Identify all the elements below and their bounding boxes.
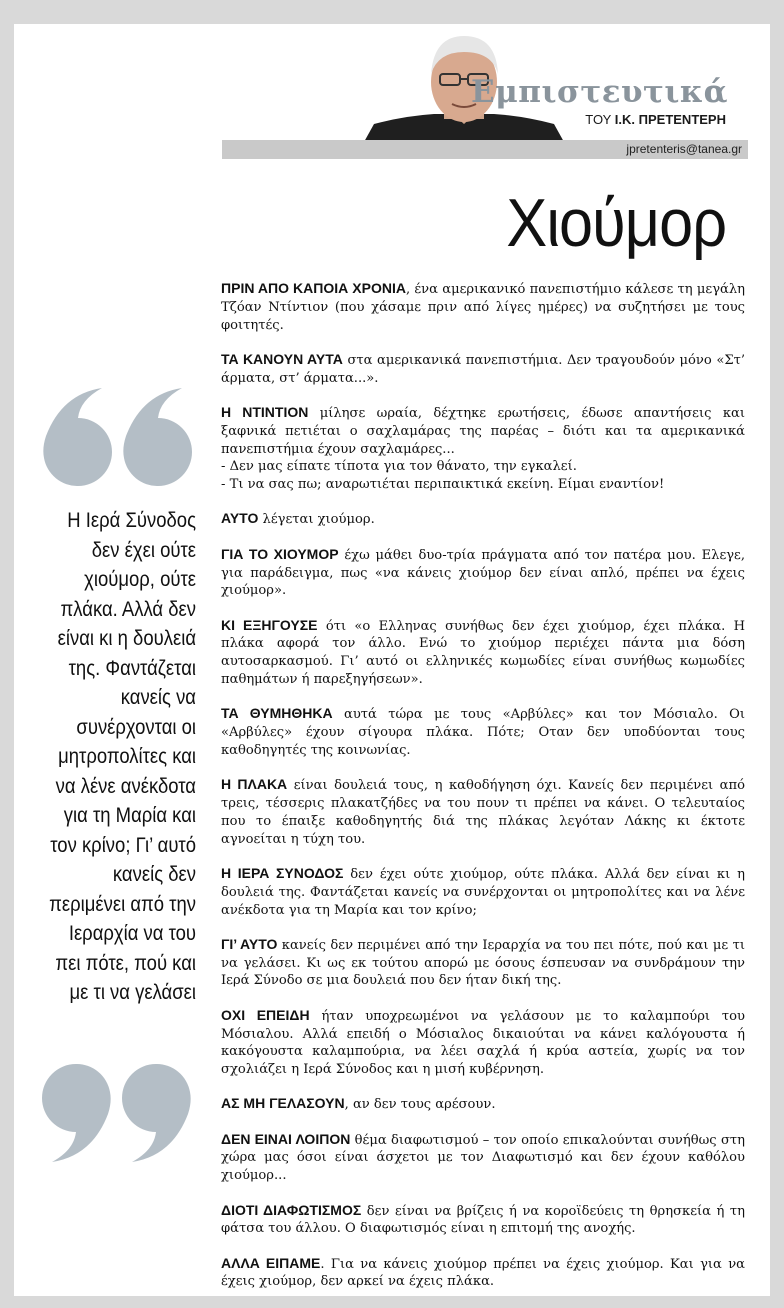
headline: Χιούμορ [506, 185, 726, 261]
open-quote-icon [42, 386, 192, 486]
author-email: jpretenteris@tanea.gr [626, 142, 742, 156]
close-quote-icon [42, 1064, 192, 1164]
paragraph-text: δεν έχει ούτε χιούμορ, ούτε πλάκα. Αλλά δεν είναι κι η δουλειά της. Φαντάζεται κανείς να συνέρχονται οι μητροπολίτες και να λένε ανέκδοτα για τη Μαρία και τον κρίνο; [221, 866, 746, 918]
paragraph-lead: ΟΧΙ ΕΠΕΙΔΗ [221, 1006, 310, 1023]
article-paragraph [221, 546, 745, 600]
paragraph-lead: Η ΙΕΡΑ ΣΥΝΟΔΟΣ [221, 864, 344, 881]
paragraph-lead: ΑΥΤΟ [221, 510, 259, 527]
paragraph-text: έχω μάθει δυο-τρία πράγματα από τον πατέρα μου. Ελεγε, για παράδειγμα, πως «να κάνεις χιούμορ δεν είναι απλό, πρέπει να έχεις χιούμορ». [221, 547, 745, 599]
article-body [221, 280, 745, 1308]
article-paragraph [221, 865, 745, 919]
article-paragraph [221, 280, 745, 334]
author-name: Ι.Κ. ΠΡΕΤΕΝΤΕΡΗ [614, 112, 726, 127]
column-title: Εμπιστευτικά [470, 74, 728, 110]
article-paragraph [221, 1202, 745, 1239]
paragraph-text: ότι «ο Ελληνας συνήθως δεν έχει χιούμορ, έχει πλάκα. Η πλάκα αφορά τον άλλο. Ενώ το χιούμορ περιέχει πάντα μια δόση αυτοσαρκασμού. Γι’ αυτό οι ελληνικές κωμωδίες είναι συνήθως κωμωδίες παθημάτων ή παρεξηγήσεων». [221, 618, 745, 688]
paragraph-lead: ΔΕΝ ΕΙΝΑΙ ΛΟΙΠΟΝ [221, 1130, 351, 1147]
paragraph-lead: ΑΣ ΜΗ ΓΕΛΑΣΟΥΝ [221, 1095, 345, 1112]
paragraph-text: δεν είναι να βρίζεις ή να κοροϊδεύεις τη θρησκεία ή τη φάτσα του άλλου. Ο διαφωτισμός είναι η επιτομή της ανοχής. [221, 1203, 745, 1237]
article-paragraph [221, 1255, 745, 1292]
email-bar [222, 140, 748, 159]
paragraph-lead: Η ΠΛΑΚΑ [221, 776, 288, 793]
article-paragraph [221, 776, 745, 848]
paragraph-lead: ΤΑ ΚΑΝΟΥΝ ΑΥΤΑ [221, 350, 343, 367]
paragraph-text: λέγεται χιούμορ. [258, 512, 375, 528]
paragraph-text: . Για να κάνεις χιούμορ πρέπει να έχεις χιούμορ. Και για να έχεις χιούμορ, δεν αρκεί να έχεις πλάκα. [221, 1256, 746, 1290]
paragraph-lead: ΠΡΙΝ ΑΠΟ ΚΑΠΟΙΑ ΧΡΟΝΙΑ [221, 280, 406, 296]
paragraph-lead: ΓΙ’ ΑΥΤΟ [221, 935, 278, 952]
article-paragraph [221, 351, 745, 388]
paragraph-text: αυτά τώρα με τους «Αρβύλες» και τον Μόσιαλο. Οι «Αρβύλες» έχουν σίγουρα πλάκα. Πότε; Οταν δεν υποδύονται τους καθοδηγητές της κοινωνίας. [221, 707, 745, 758]
dialogue-line: - Δεν μας είπατε τίποτα για τον θάνατο, την εγκαλεί. [221, 459, 577, 475]
article-paragraph [221, 404, 745, 494]
article-paragraph [221, 1007, 745, 1079]
paragraph-text: , αν δεν τους αρέσουν. [344, 1097, 496, 1113]
author-byline [585, 112, 726, 127]
article-paragraph [221, 705, 745, 759]
article-paragraph [221, 936, 745, 990]
pull-quote: Η Ιερά Σύνοδος δεν έχει ούτε χιούμορ, ούτε πλάκα. Αλλά δεν είναι κι η δουλειά της. Φαντάζεται κανείς να συνέρχονται οι μητροπολίτες και να λένε ανέκδοτα για τη Μαρία και τον κρίνο; Γι’ αυτό κανείς δεν περιμένει από την Ιεραρχία να του πει πότε, πού και με τι να γελάσει [49, 509, 197, 1004]
article-paragraph [221, 1095, 745, 1114]
paragraph-text: ήταν υποχρεωμένοι να γελάσουν με το καλαμπούρι του Μόσιαλου. Αλλά επειδή ο Μόσιαλος δικαιούται να κάνει καλόγουστα ή κακόγουστα καλαμπούρια, να λέει σαχλά ή κρύα αστεία, χωρίς να τον σχολιάζει η Ιερά Σύνοδος και η μισή κυβέρνηση. [221, 1008, 745, 1078]
article-paragraph [221, 617, 745, 689]
paragraph-text: μίλησε ωραία, δέχτηκε ερωτήσεις, έδωσε απαντήσεις και ξαφνικά πετιέται ο σαχλαμάρας της παρέας – διότι και τα αμερικανικά πανεπιστήμια έχουν σαχλαμάρες... [221, 405, 745, 457]
article-paragraph [221, 510, 745, 529]
paragraph-lead: ΑΛΛΑ ΕΙΠΑΜΕ [221, 1254, 321, 1271]
author-prefix: ΤΟΥ [585, 112, 612, 127]
paragraph-text: , ένα αμερικανικό πανεπιστήμιο κάλεσε τη μεγάλη Τζόαν Ντίντιον (που χάσαμε πριν από λίγες ημέρες) να συζητήσει με τους φοιτητές. [221, 282, 745, 333]
article-paragraph [221, 1131, 745, 1185]
paragraph-text: κανείς δεν περιμένει από την Ιεραρχία να του πει πότε, πού και με τι να γελάσει. Κι ως εκ τούτου απορώ με όσους έσπευσαν να συνδράμουν την Ιερά Σύνοδο σε μια δουλειά που δεν ήταν δική της. [221, 937, 745, 989]
paragraph-lead: Η ΝΤΙΝΤΙΟΝ [221, 403, 309, 420]
paragraph-text: είναι δουλειά τους, η καθοδήγηση όχι. Κανείς δεν περιμένει από τρεις, τέσσερις πλακατζήδες να του πουν τι πρέπει να κάνει. Ο τελευταίος που το έπαιξε καθοδηγητής διά της πλάκας λεγόταν Λάκης κι έκτοτε αγνοείται η τύχη του. [221, 778, 745, 847]
paragraph-lead: ΤΑ ΘΥΜΗΘΗΚΑ [221, 705, 333, 722]
paragraph-text: στα αμερικανικά πανεπιστήμια. Δεν τραγουδούν μόνο «Στ’ άρματα, στ’ άρματα...». [221, 352, 746, 386]
paragraph-lead: ΓΙΑ ΤΟ ΧΙΟΥΜΟΡ [221, 545, 339, 562]
newspaper-page [14, 24, 770, 1296]
paragraph-text: θέμα διαφωτισμού – τον οποίο επικαλούνται συνήθως στη χώρα μας όσοι είναι άσχετοι με τον Διαφωτισμό και δεν έχουν καθόλου χιούμορ... [221, 1132, 745, 1184]
paragraph-lead: ΔΙΟΤΙ ΔΙΑΦΩΤΙΣΜΟΣ [221, 1201, 362, 1218]
dialogue-line: - Τι να σας πω; αναρωτιέται περιπαικτικά εκείνη. Είμαι εναντίον! [221, 477, 665, 493]
paragraph-lead: ΚΙ ΕΞΗΓΟΥΣΕ [221, 616, 318, 633]
